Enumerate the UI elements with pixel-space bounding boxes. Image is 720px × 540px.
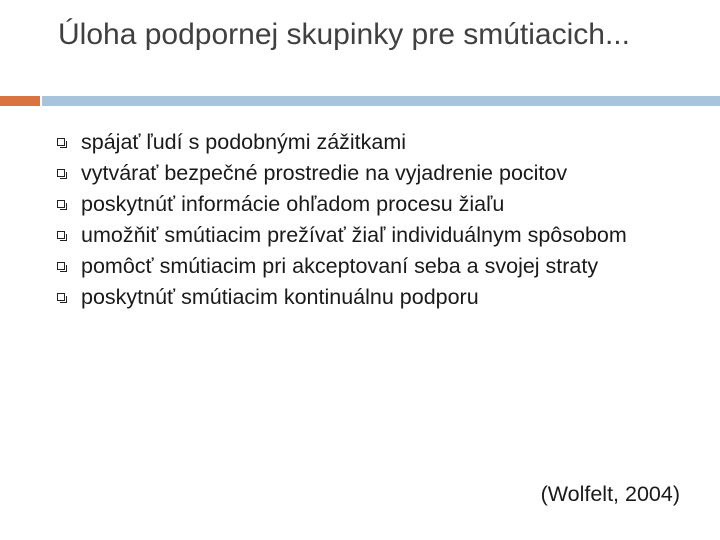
square-bullet-icon <box>57 293 65 301</box>
bullet-item <box>56 192 706 217</box>
bullet-list <box>56 130 706 316</box>
square-bullet-icon <box>57 262 65 270</box>
bullet-item <box>56 130 706 155</box>
bullet-text: spájať ľudí s podobnými zážitkami <box>81 130 407 154</box>
citation: (Wolfelt, 2004) <box>540 482 680 506</box>
bullet-text: poskytnúť smútiacim kontinuálnu podporu <box>81 285 479 309</box>
bullet-item <box>56 254 706 279</box>
title-accent-rule <box>0 96 40 106</box>
square-bullet-icon <box>57 138 65 146</box>
bullet-text: poskytnúť informácie ohľadom procesu žiaľu <box>81 192 505 216</box>
bullet-text: pomôcť smútiacim pri akceptovaní seba a svojej straty <box>81 254 599 278</box>
slide-title: Úloha podpornej skupinky pre smútiacich... <box>58 18 630 51</box>
bullet-item <box>56 285 706 310</box>
bullet-text: vytvárať bezpečné prostredie na vyjadrenie pocitov <box>81 161 568 185</box>
square-bullet-icon <box>57 169 65 177</box>
bullet-item <box>56 223 706 248</box>
bullet-text: umožňiť smútiacim prežívať žiaľ individuálnym spôsobom <box>81 223 627 247</box>
square-bullet-icon <box>57 231 65 239</box>
square-bullet-icon <box>57 200 65 208</box>
bullet-item <box>56 161 706 186</box>
title-divider-rule <box>42 96 720 106</box>
